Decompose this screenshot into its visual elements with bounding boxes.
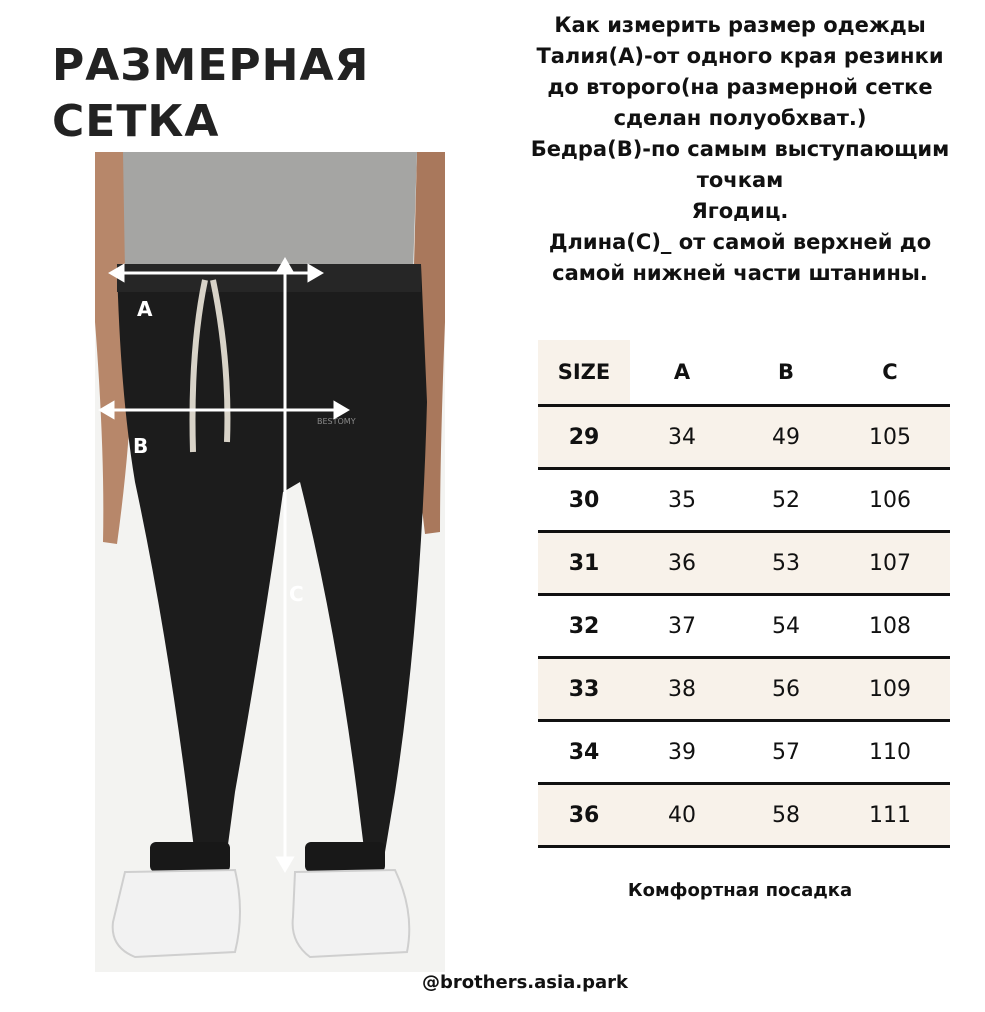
size-table [538,340,950,848]
instruction-line: сделан полуобхват.) [613,106,867,130]
page-title [52,38,369,150]
size-cell: 36 [568,802,600,828]
table-row [538,407,950,470]
a-cell: 38 [668,676,696,702]
measurement-instructions [500,10,980,289]
right-sneaker [293,870,410,957]
label-b: B [133,434,149,458]
header-size: SIZE [538,340,630,404]
size-table-header [538,340,950,407]
a-cell: 40 [668,802,696,828]
social-handle: @brothers.asia.park [421,972,629,993]
a-cell: 34 [668,424,696,450]
t-shirt [123,152,417,272]
size-cell: 30 [568,487,600,513]
b-cell: 58 [772,802,800,828]
header-c: C [882,360,898,384]
fit-note: Комфортная посадка [627,880,853,901]
size-cell: 29 [568,424,600,450]
page-title-line-1: РАЗМЕРНАЯ [52,40,370,91]
b-cell: 56 [772,676,800,702]
label-c: C [289,582,304,606]
c-cell: 107 [869,550,911,576]
header-b: B [777,360,794,384]
table-row [538,533,950,596]
c-cell: 111 [869,802,911,828]
left-sneaker [113,870,240,957]
instruction-line: точкам [696,168,784,192]
right-cuff [305,842,385,872]
a-cell: 37 [668,613,696,639]
a-cell: 35 [668,487,696,513]
size-cell: 34 [568,739,600,765]
b-cell: 54 [772,613,800,639]
a-cell: 36 [668,550,696,576]
table-row [538,659,950,722]
b-cell: 52 [772,487,800,513]
label-a: A [137,297,153,321]
table-row [538,722,950,785]
instruction-line: Талия(A)-от одного края резинки [536,44,944,68]
b-cell: 49 [772,424,800,450]
c-cell: 108 [869,613,911,639]
left-cuff [150,842,230,872]
pants-illustration [95,152,445,972]
c-cell: 109 [869,676,911,702]
jogger-pants [117,264,427,857]
instruction-line: Ягодиц. [691,199,789,223]
table-row [538,785,950,848]
header-a: A [673,360,691,384]
c-cell: 106 [869,487,911,513]
table-row [538,470,950,533]
instruction-line: Длина(C)_ от самой верхней до [548,230,932,254]
brand-print: BESTOMY [317,417,356,426]
b-cell: 53 [772,550,800,576]
instruction-line: Как измерить размер одежды [554,13,926,37]
a-cell: 39 [668,739,696,765]
size-cell: 31 [568,550,600,576]
instruction-line: самой нижней части штанины. [552,261,928,285]
arrow-c-bottom-head [278,858,292,870]
pants-photo [95,152,445,972]
b-cell: 57 [772,739,800,765]
c-cell: 110 [869,739,911,765]
waistband [117,264,421,292]
instruction-line: до второго(на размерной сетке [547,75,933,99]
page-title-line-2: СЕТКА [52,96,220,147]
table-row [538,596,950,659]
size-cell: 32 [568,613,600,639]
instruction-line: Бедра(B)-по самым выступающим [530,137,950,161]
size-cell: 33 [568,676,600,702]
c-cell: 105 [869,424,911,450]
